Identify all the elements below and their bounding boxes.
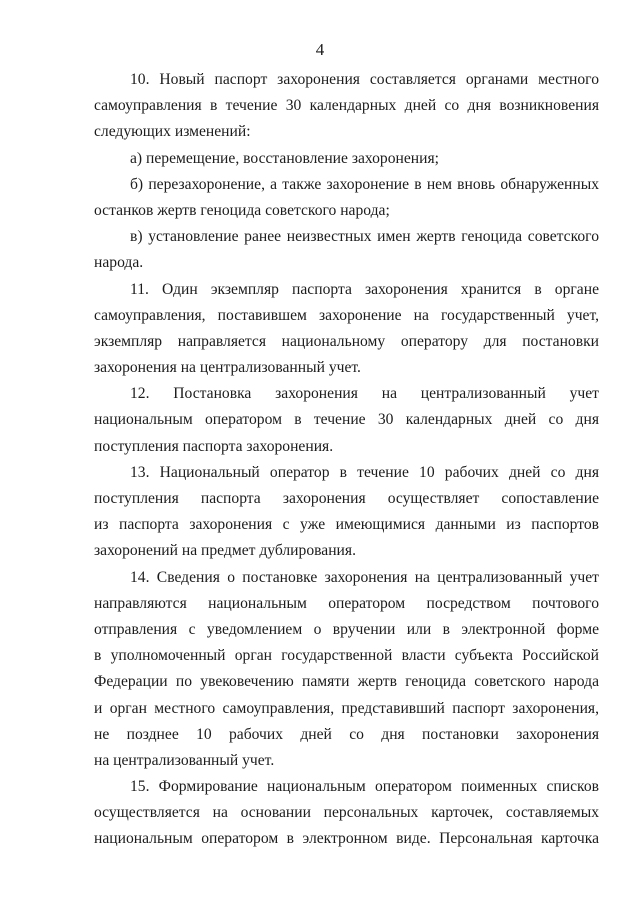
text-line: 15. Формирование национальным оператором поименных списков [130, 778, 599, 796]
text-line: 14. Сведения о постановке захоронения на централизованный учет [130, 568, 599, 586]
text-line: отправления с уведомлением о вручении или в электронной форме [94, 620, 599, 638]
paragraph-12 [94, 381, 599, 460]
text-line: из паспорта захоронения с уже имеющимися данными из паспортов [94, 516, 599, 534]
text-line: захоронений на предмет дублирования. [94, 542, 356, 560]
paragraph-10 [94, 67, 599, 146]
text-line: не позднее 10 рабочих дней со дня постановки захоронения [94, 725, 599, 743]
text-line: в уполномоченный орган государственной власти субъекта Российской [94, 647, 599, 665]
document-body [94, 67, 599, 853]
text-line: и орган местного самоуправления, представивший паспорт захоронения, [94, 699, 599, 717]
text-line: 13. Национальный оператор в течение 10 рабочих дней со дня [130, 463, 599, 481]
text-line: в) установление ранее неизвестных имен жертв геноцида советского [130, 228, 599, 246]
paragraph-10-a [94, 146, 599, 172]
text-line: 12. Постановка захоронения на централизованный учет [130, 385, 599, 403]
text-line: захоронения на централизованный учет. [94, 359, 361, 377]
text-line: поступления паспорта захоронения. [94, 437, 334, 455]
text-line: останков жертв геноцида советского народа; [94, 201, 390, 219]
text-line: а) перемещение, восстановление захоронения; [130, 149, 439, 167]
text-line: самоуправления, поставившем захоронение на государственный учет, [94, 306, 599, 324]
text-line: направляются национальным оператором посредством почтового [94, 594, 599, 612]
text-line: народа. [94, 254, 144, 272]
text-line: 11. Один экземпляр паспорта захоронения хранится в органе [130, 280, 599, 298]
paragraph-10-c [94, 224, 599, 276]
paragraph-11 [94, 277, 599, 382]
text-line: осуществляется на основании персональных карточек, составляемых [94, 804, 599, 822]
text-line: национальным оператором в течение 30 календарных дней со дня [94, 411, 599, 429]
text-line: самоуправления в течение 30 календарных дней со дня возникновения [94, 97, 599, 115]
page-number: 4 [315, 40, 325, 59]
text-line: на централизованный учет. [94, 751, 275, 769]
text-line: б) перезахоронение, а также захоронение в нем вновь обнаруженных [130, 175, 599, 193]
text-line: следующих изменений: [94, 123, 251, 141]
paragraph-10-b [94, 172, 599, 224]
text-line: национальным оператором в электронном виде. Персональная карточка [94, 830, 599, 848]
text-line: Федерации по увековечению памяти жертв геноцида советского народа [94, 673, 599, 691]
text-line: 10. Новый паспорт захоронения составляется органами местного [130, 71, 599, 88]
paragraph-13 [94, 460, 599, 565]
paragraph-15 [94, 774, 599, 853]
text-line: экземпляр направляется национальному оператору для постановки [94, 332, 599, 350]
text-line: поступления паспорта захоронения осуществляет сопоставление [94, 490, 599, 507]
paragraph-14 [94, 565, 599, 775]
